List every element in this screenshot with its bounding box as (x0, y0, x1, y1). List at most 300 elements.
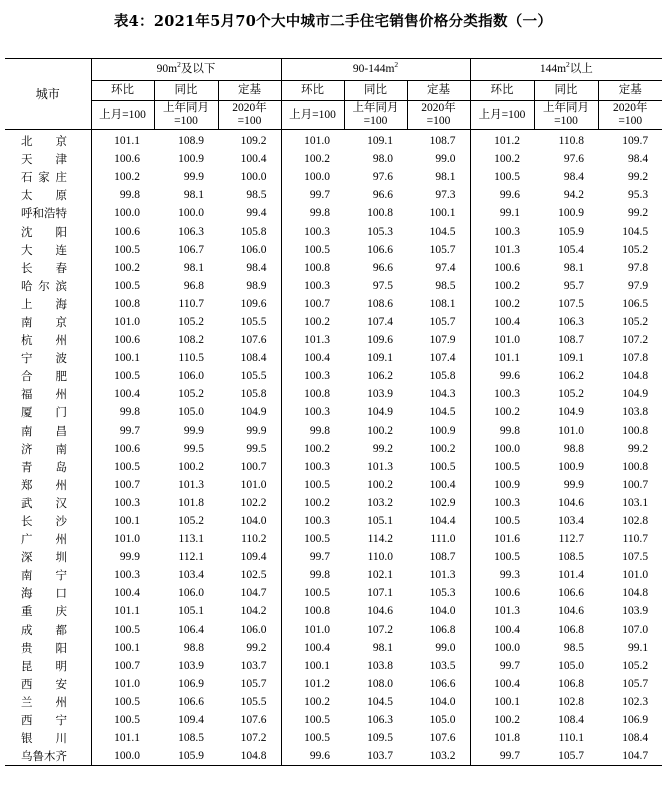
value-cell: 100.5 (281, 711, 344, 729)
table-row (5, 403, 662, 421)
value-cell: 100.2 (470, 711, 534, 729)
value-cell: 98.4 (563, 171, 585, 184)
city-name-text: 南京 (21, 314, 67, 329)
value-cell: 100.4 (470, 621, 534, 639)
value-cell: 100.5 (91, 693, 154, 711)
value-cell: 109.1 (367, 352, 394, 365)
value-cell: 104.0 (240, 515, 267, 528)
base-header-line: 上月=100 (289, 108, 336, 121)
value-cell: 108.7 (558, 334, 585, 347)
value-cell: 101.2 (281, 675, 344, 693)
value-cell: 107.6 (429, 732, 456, 745)
value-cell: 107.6 (240, 334, 267, 347)
value-cell: 100.8 (281, 259, 344, 277)
sub-header-yoy: 同比 (534, 81, 598, 101)
value-cell: 100.4 (470, 675, 534, 693)
value-cell: 99.8 (91, 186, 154, 204)
city-name (5, 186, 91, 204)
value-cell: 98.8 (563, 442, 585, 455)
value-cell: 100.4 (240, 153, 267, 166)
value-cell: 99.2 (627, 171, 649, 184)
value-cell: 100.2 (281, 150, 344, 168)
value-cell: 100.4 (91, 584, 154, 602)
value-cell: 100.2 (470, 295, 534, 313)
value-cell: 105.7 (429, 315, 456, 328)
value-cell: 107.6 (240, 714, 267, 727)
value-cell: 104.6 (558, 496, 585, 509)
value-cell: 99.3 (470, 566, 534, 584)
value-cell: 96.6 (372, 189, 394, 202)
base-header-yoy (534, 101, 598, 130)
value-cell: 100.3 (470, 494, 534, 512)
table-row (5, 458, 662, 476)
value-cell: 103.2 (367, 496, 394, 509)
table-row (5, 259, 662, 277)
city-name (5, 331, 91, 349)
value-cell: 98.1 (183, 189, 204, 202)
value-cell: 104.6 (367, 605, 394, 618)
value-cell: 106.4 (178, 623, 204, 636)
value-cell: 103.9 (622, 605, 649, 618)
value-cell: 105.2 (178, 315, 204, 328)
value-cell: 99.9 (91, 548, 154, 566)
value-cell: 100.5 (281, 584, 344, 602)
value-cell: 100.5 (91, 458, 154, 476)
table-row (5, 222, 662, 240)
city-name-text: 郑州 (21, 477, 67, 492)
value-cell: 99.9 (246, 424, 267, 437)
value-cell: 109.5 (367, 732, 394, 745)
table-row (5, 711, 662, 729)
value-cell: 100.0 (470, 639, 534, 657)
city-name (5, 168, 91, 186)
sub-header-yoy: 同比 (154, 81, 218, 101)
value-cell: 100.2 (367, 424, 394, 437)
value-cell: 104.6 (558, 605, 585, 618)
value-cell: 100.5 (470, 548, 534, 566)
value-cell: 99.9 (563, 478, 585, 491)
value-cell: 101.0 (91, 675, 154, 693)
city-name-text: 武汉 (21, 495, 67, 510)
value-cell: 100.2 (470, 403, 534, 421)
value-cell: 99.0 (435, 153, 456, 166)
city-name (5, 566, 91, 584)
table-row (5, 512, 662, 530)
city-name-text: 乌鲁木齐 (21, 749, 67, 764)
city-name-text: 重庆 (21, 604, 67, 619)
city-name (5, 512, 91, 530)
value-cell: 106.8 (558, 623, 585, 636)
price-index-table (5, 58, 662, 766)
value-cell: 105.8 (240, 388, 267, 401)
value-cell: 105.1 (367, 515, 394, 528)
value-cell: 97.8 (627, 261, 649, 274)
value-cell: 100.5 (470, 512, 534, 530)
city-name-text: 杭州 (21, 333, 67, 348)
value-cell: 100.3 (281, 277, 344, 295)
value-cell: 107.0 (622, 623, 649, 636)
city-name-text: 哈尔滨 (21, 278, 67, 293)
value-cell: 100.4 (281, 349, 344, 367)
value-cell: 108.1 (429, 297, 456, 310)
value-cell: 96.6 (372, 261, 394, 274)
value-cell: 107.1 (367, 587, 394, 600)
value-cell: 105.0 (429, 714, 456, 727)
value-cell: 102.2 (240, 496, 267, 509)
value-cell: 104.8 (622, 370, 649, 383)
value-cell: 100.1 (91, 512, 154, 530)
value-cell: 98.1 (563, 261, 585, 274)
value-cell: 102.8 (558, 695, 585, 708)
city-name (5, 657, 91, 675)
value-cell: 103.2 (429, 750, 456, 763)
page-title: 表4：2021年5月70个大中城市二手住宅销售价格分类指数（一） (113, 13, 553, 30)
value-cell: 100.2 (281, 693, 344, 711)
value-cell: 103.4 (178, 569, 204, 582)
city-name (5, 693, 91, 711)
value-cell: 100.3 (281, 403, 344, 421)
value-cell: 106.3 (367, 714, 394, 727)
base-header-line: =100 (363, 115, 388, 127)
city-name (5, 422, 91, 440)
value-cell: 97.4 (435, 261, 456, 274)
value-cell: 105.5 (240, 370, 267, 383)
base-header-mom (470, 101, 534, 130)
city-column-header: 城市 (5, 59, 91, 130)
table-row (5, 530, 662, 548)
city-name-text: 海口 (21, 586, 67, 601)
value-cell: 99.2 (627, 442, 649, 455)
value-cell: 109.1 (558, 352, 585, 365)
value-cell: 108.2 (178, 334, 204, 347)
value-cell: 100.1 (429, 207, 456, 220)
value-cell: 100.5 (470, 168, 534, 186)
value-cell: 106.0 (178, 587, 204, 600)
value-cell: 98.8 (183, 641, 204, 654)
value-cell: 101.1 (91, 130, 154, 151)
city-name-text: 广州 (21, 532, 67, 547)
value-cell: 103.7 (367, 750, 394, 763)
value-cell: 100.6 (470, 584, 534, 602)
city-name-text: 长沙 (21, 514, 67, 529)
base-header-line: =100 (618, 115, 643, 127)
city-name (5, 150, 91, 168)
value-cell: 105.7 (558, 750, 585, 763)
value-cell: 110.7 (622, 533, 649, 546)
value-cell: 106.8 (558, 677, 585, 690)
value-cell: 104.0 (429, 695, 456, 708)
value-cell: 106.3 (558, 315, 585, 328)
value-cell: 100.3 (281, 367, 344, 385)
city-name (5, 530, 91, 548)
city-name-text: 北京 (21, 134, 67, 149)
value-cell: 100.6 (91, 222, 154, 240)
value-cell: 110.7 (178, 297, 204, 310)
value-cell: 100.9 (558, 460, 585, 473)
value-cell: 102.3 (622, 695, 649, 708)
value-cell: 100.3 (470, 222, 534, 240)
city-name (5, 130, 91, 151)
value-cell: 101.8 (178, 496, 204, 509)
value-cell: 105.9 (558, 225, 585, 238)
value-cell: 106.7 (178, 243, 204, 256)
table-body (5, 130, 662, 766)
value-cell: 109.6 (240, 297, 267, 310)
table-row (5, 657, 662, 675)
value-cell: 104.2 (240, 605, 267, 618)
value-cell: 100.3 (91, 494, 154, 512)
city-name-text: 昆明 (21, 658, 67, 673)
value-cell: 100.5 (281, 530, 344, 548)
city-name-text: 呼和浩特 (21, 206, 67, 221)
value-cell: 99.7 (281, 548, 344, 566)
value-cell: 103.8 (367, 659, 394, 672)
value-cell: 101.1 (91, 602, 154, 620)
value-cell: 105.5 (240, 695, 267, 708)
value-cell: 106.0 (240, 243, 267, 256)
value-cell: 104.5 (367, 695, 394, 708)
value-cell: 97.5 (372, 279, 394, 292)
value-cell: 101.0 (240, 478, 267, 491)
value-cell: 100.9 (470, 476, 534, 494)
city-name (5, 277, 91, 295)
city-name-text: 济南 (21, 441, 67, 456)
value-cell: 105.5 (240, 315, 267, 328)
value-cell: 99.9 (183, 171, 204, 184)
table-row (5, 130, 662, 151)
value-cell: 100.5 (281, 729, 344, 747)
value-cell: 101.3 (429, 569, 456, 582)
value-cell: 107.2 (367, 623, 394, 636)
value-cell: 110.5 (178, 352, 204, 365)
value-cell: 104.5 (429, 225, 456, 238)
sub-header-base: 定基 (598, 81, 662, 101)
sub-header-yoy: 同比 (344, 81, 407, 101)
value-cell: 100.6 (91, 150, 154, 168)
sub-header-mom: 环比 (470, 81, 534, 101)
base-header-line: =100 (426, 115, 451, 127)
value-cell: 100.7 (91, 657, 154, 675)
value-cell: 100.0 (470, 440, 534, 458)
value-cell: 99.1 (627, 641, 649, 654)
value-cell: 109.7 (622, 135, 649, 148)
value-cell: 100.4 (281, 639, 344, 657)
value-cell: 100.8 (281, 602, 344, 620)
city-name (5, 241, 91, 259)
value-cell: 100.7 (622, 478, 649, 491)
value-cell: 110.1 (558, 732, 585, 745)
value-cell: 100.6 (470, 259, 534, 277)
value-cell: 107.5 (622, 551, 649, 564)
value-cell: 110.8 (558, 135, 585, 148)
value-cell: 105.0 (558, 659, 585, 672)
value-cell: 105.2 (622, 659, 649, 672)
value-cell: 104.8 (622, 587, 649, 600)
table-row (5, 150, 662, 168)
value-cell: 98.4 (246, 261, 267, 274)
value-cell: 98.5 (563, 641, 585, 654)
value-cell: 105.7 (622, 677, 649, 690)
value-cell: 108.4 (558, 714, 585, 727)
table-row (5, 241, 662, 259)
value-cell: 104.7 (240, 587, 267, 600)
value-cell: 99.5 (183, 442, 204, 455)
value-cell: 100.6 (91, 440, 154, 458)
value-cell: 108.4 (240, 352, 267, 365)
value-cell: 100.8 (622, 424, 649, 437)
value-cell: 101.0 (622, 569, 649, 582)
value-cell: 100.1 (91, 349, 154, 367)
value-cell: 101.3 (367, 460, 394, 473)
value-cell: 97.6 (372, 171, 394, 184)
value-cell: 100.7 (240, 460, 267, 473)
table-row (5, 566, 662, 584)
value-cell: 103.5 (429, 659, 456, 672)
value-cell: 106.3 (178, 225, 204, 238)
value-cell: 105.3 (429, 587, 456, 600)
value-cell: 100.7 (91, 476, 154, 494)
value-cell: 106.0 (178, 370, 204, 383)
value-cell: 100.2 (429, 442, 456, 455)
value-cell: 100.5 (281, 476, 344, 494)
value-cell: 99.7 (470, 747, 534, 766)
value-cell: 104.9 (240, 406, 267, 419)
value-cell: 100.0 (281, 168, 344, 186)
value-cell: 114.2 (367, 533, 394, 546)
value-cell: 100.3 (281, 222, 344, 240)
city-name-text: 南昌 (21, 423, 67, 438)
city-name (5, 729, 91, 747)
value-cell: 104.5 (429, 406, 456, 419)
base-header-yoy (344, 101, 407, 130)
value-cell: 100.1 (470, 693, 534, 711)
value-cell: 100.9 (558, 207, 585, 220)
value-cell: 97.3 (435, 189, 456, 202)
value-cell: 107.2 (622, 334, 649, 347)
value-cell: 99.6 (470, 367, 534, 385)
value-cell: 99.6 (281, 747, 344, 766)
value-cell: 105.2 (622, 243, 649, 256)
value-cell: 105.2 (178, 388, 204, 401)
value-cell: 104.8 (240, 750, 267, 763)
value-cell: 100.8 (91, 295, 154, 313)
value-cell: 109.4 (178, 714, 204, 727)
city-name (5, 621, 91, 639)
base-header-line: 2020年 (421, 102, 456, 114)
value-cell: 105.7 (240, 677, 267, 690)
value-cell: 100.0 (178, 207, 204, 220)
city-name-text: 宁波 (21, 351, 67, 366)
city-name (5, 259, 91, 277)
city-name-text: 西宁 (21, 713, 67, 728)
value-cell: 104.5 (622, 225, 649, 238)
value-cell: 101.3 (470, 241, 534, 259)
base-header-line: 上年同月 (163, 102, 209, 114)
value-cell: 99.7 (281, 186, 344, 204)
value-cell: 109.6 (367, 334, 394, 347)
city-name (5, 295, 91, 313)
value-cell: 100.3 (91, 566, 154, 584)
base-header-base (407, 101, 470, 130)
city-name-text: 上海 (21, 296, 67, 311)
value-cell: 103.7 (240, 659, 267, 672)
table-row (5, 277, 662, 295)
city-name (5, 349, 91, 367)
value-cell: 99.2 (372, 442, 394, 455)
value-cell: 107.5 (558, 297, 585, 310)
table-row (5, 584, 662, 602)
value-cell: 105.8 (240, 225, 267, 238)
value-cell: 100.2 (91, 168, 154, 186)
table-row (5, 440, 662, 458)
value-cell: 111.0 (430, 533, 456, 546)
city-name (5, 440, 91, 458)
value-cell: 104.4 (429, 515, 456, 528)
value-cell: 108.6 (367, 297, 394, 310)
value-cell: 109.4 (240, 551, 267, 564)
group-header-90-below: $90m^2$及以下 (91, 59, 281, 81)
value-cell: 96.8 (183, 279, 204, 292)
table-row (5, 494, 662, 512)
value-cell: 100.7 (281, 295, 344, 313)
value-cell: 107.8 (622, 352, 649, 365)
value-cell: 99.2 (627, 207, 649, 220)
sub-header-mom: 环比 (281, 81, 344, 101)
value-cell: 103.4 (558, 515, 585, 528)
value-cell: 103.9 (367, 388, 394, 401)
base-header-base (598, 101, 662, 130)
city-name-text: 天津 (21, 152, 67, 167)
city-name-text: 兰州 (21, 694, 67, 709)
city-name-text: 长春 (21, 260, 67, 275)
value-cell: 100.2 (178, 460, 204, 473)
base-header-mom (281, 101, 344, 130)
table-row (5, 168, 662, 186)
city-name (5, 222, 91, 240)
city-name (5, 711, 91, 729)
value-cell: 101.3 (178, 478, 204, 491)
value-cell: 100.4 (91, 385, 154, 403)
value-cell: 105.4 (558, 243, 585, 256)
base-header-line: 上月=100 (99, 108, 146, 121)
city-name-text: 厦门 (21, 405, 67, 420)
table-row (5, 349, 662, 367)
value-cell: 100.3 (281, 512, 344, 530)
value-cell: 100.1 (281, 657, 344, 675)
city-name (5, 584, 91, 602)
value-cell: 100.2 (281, 440, 344, 458)
value-cell: 101.0 (281, 130, 344, 151)
base-header-line: 上年同月 (543, 102, 590, 114)
value-cell: 103.8 (622, 406, 649, 419)
value-cell: 100.5 (91, 241, 154, 259)
value-cell: 100.2 (470, 150, 534, 168)
value-cell: 101.0 (91, 313, 154, 331)
value-cell: 99.0 (435, 641, 456, 654)
value-cell: 107.4 (429, 352, 456, 365)
value-cell: 100.5 (91, 277, 154, 295)
value-cell: 100.4 (429, 478, 456, 491)
city-name-text: 石家庄 (21, 170, 67, 185)
value-cell: 104.7 (622, 750, 649, 763)
value-cell: 108.7 (429, 551, 456, 564)
table-row (5, 693, 662, 711)
base-header-mom (91, 101, 154, 130)
value-cell: 108.9 (178, 135, 204, 148)
value-cell: 99.5 (246, 442, 267, 455)
city-name (5, 385, 91, 403)
value-cell: 100.2 (367, 478, 394, 491)
